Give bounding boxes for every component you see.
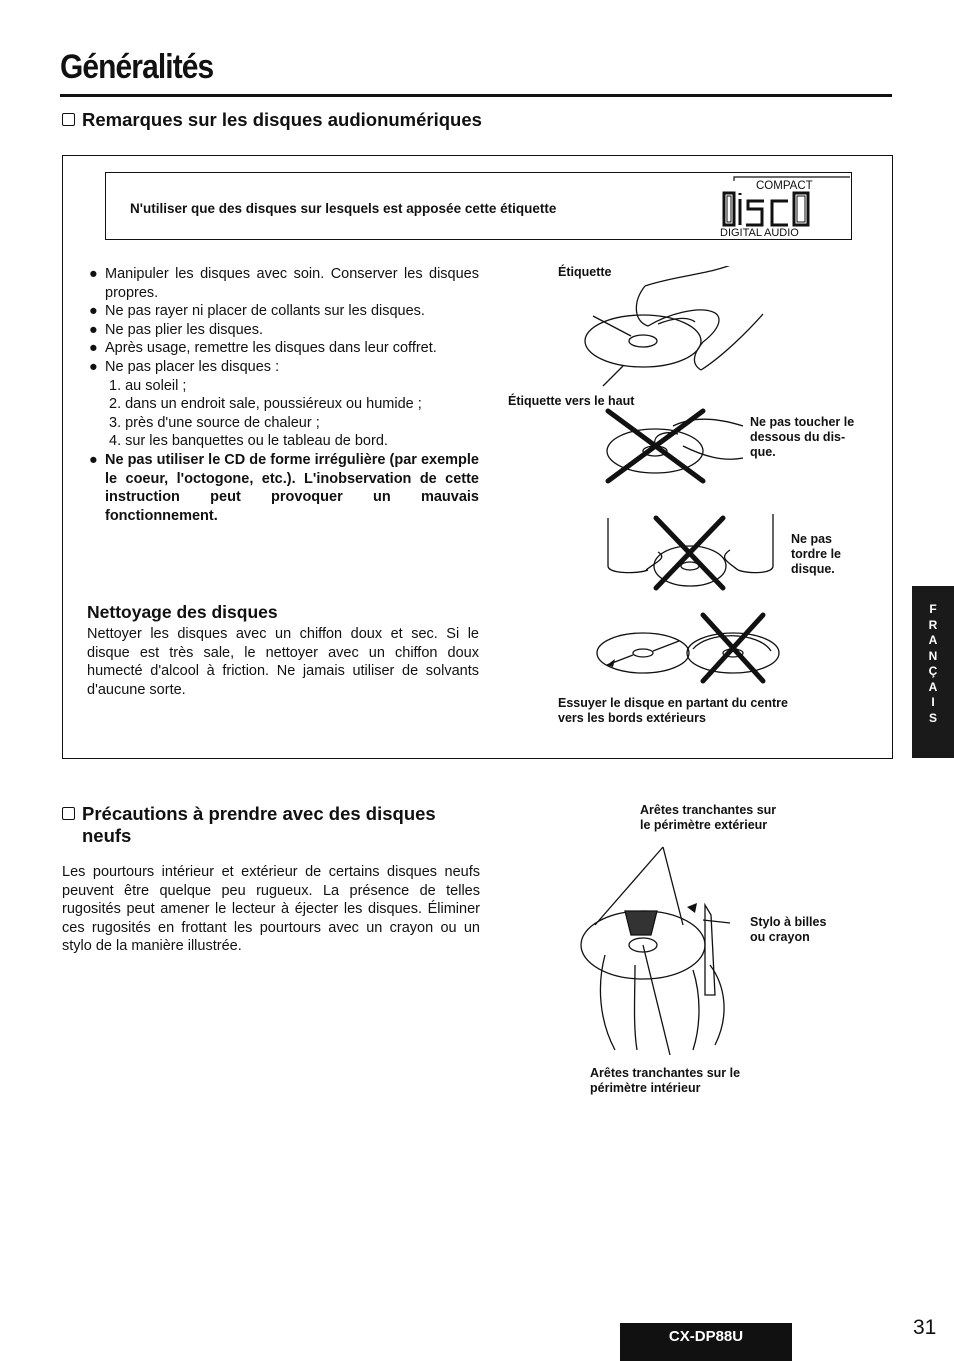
section-heading-discs	[62, 109, 482, 131]
list-item: ● Manipuler les disques avec soin. Conserver les disques propres.	[89, 266, 479, 301]
section-heading-new-discs: Précautions à prendre avec des disques neufs	[62, 803, 436, 847]
sub-item: 4. sur les banquettes ou le tableau de bord.	[109, 433, 388, 450]
model-number: CX-DP88U	[620, 1323, 792, 1361]
no-touch-disc-icon	[593, 396, 753, 496]
page-number: 31	[913, 1316, 937, 1339]
list-item: ● Ne pas utiliser le CD de forme irrégulière (par exemple le coeur, l'octogone, etc.). L'inobservation de cette instruction peut provoquer un mauvais fonctionnement.	[89, 451, 479, 524]
sub-item: 3. près d'une source de chaleur ;	[109, 414, 320, 431]
no-bend-disc-icon	[598, 508, 783, 603]
label-inner-edge: Arêtes tranchantes sur le périmètre intérieur	[590, 1066, 741, 1095]
sub-item: 1. au soleil ;	[109, 377, 187, 394]
checkbox-square-icon	[62, 807, 75, 820]
label-wipe: Essuyer le disque en partant du centre vers les bords extérieurs	[558, 696, 788, 725]
label-etiquette: Étiquette	[558, 265, 612, 279]
list-item: ● Ne pas placer les disques :	[89, 358, 280, 375]
logo-bottom-text: DIGITAL AUDIO	[720, 227, 799, 237]
discs-info-box	[62, 155, 893, 759]
title-rule	[60, 94, 892, 97]
language-side-tab: F R A N Ç A I S	[912, 586, 954, 758]
cleaning-heading: Nettoyage des disques	[87, 602, 278, 622]
logo-top-text: COMPACT	[756, 180, 813, 192]
label-outer-edge: Arêtes tranchantes sur le périmètre extérieur	[640, 803, 777, 832]
hand-holding-disc-icon	[573, 266, 773, 391]
list-item: ● Ne pas plier les disques.	[89, 321, 263, 338]
page-title: Généralités	[60, 48, 214, 86]
label-no-bend: Ne pas tordre le disque.	[791, 532, 842, 576]
handling-list	[87, 265, 479, 525]
sub-item: 2. dans un endroit sale, poussiéreux ou humide ;	[109, 396, 422, 413]
list-item: ● Après usage, remettre les disques dans leur coffret.	[89, 340, 437, 357]
notice-box	[105, 172, 852, 240]
new-discs-text: Les pourtours intérieur et extérieur de certains disques neufs peuvent être quelque peu rugueux. La présence de telles rugosités peut amener le lecteur à éjecter les disques. Éliminer ces rugosités en frottant les pourtours avec un crayon ou un stylo de la manière illustrée.	[62, 864, 480, 955]
list-item: ● Ne pas rayer ni placer de collants sur les disques.	[89, 303, 425, 320]
cleaning-text: Nettoyer les disques avec un chiffon doux et sec. Si le disque est très sale, le nettoyer avec un chiffon doux humecté d'alcool à friction. Ne jamais utiliser de solvants d'aucune sorte.	[87, 626, 479, 698]
section-heading-text: Remarques sur les disques audionumériques	[82, 109, 482, 130]
pen-edge-cleaning-icon	[575, 845, 775, 1063]
label-pen: Stylo à billes ou crayon	[750, 915, 827, 944]
compact-disc-logo-icon	[718, 175, 852, 237]
wipe-direction-icon	[593, 611, 793, 686]
label-no-touch: Ne pas toucher le dessous du dis- que.	[750, 415, 855, 459]
notice-text: N'utiliser que des disques sur lesquels est apposée cette étiquette	[130, 201, 557, 216]
checkbox-square-icon	[62, 113, 75, 126]
label-etiquette-haut: Étiquette vers le haut	[508, 394, 635, 408]
